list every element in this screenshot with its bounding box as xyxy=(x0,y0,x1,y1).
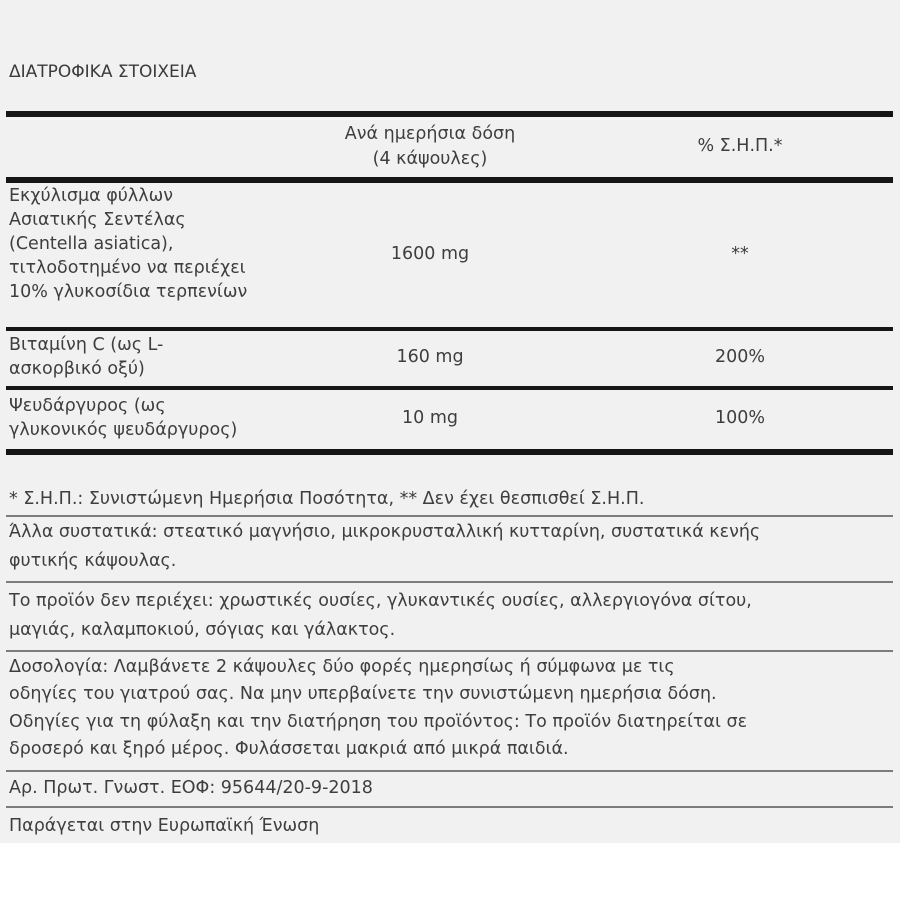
page-title: ΔΙΑΤΡΟΦΙΚΑ ΣΤΟΙΧΕΙΑ xyxy=(9,62,197,82)
nutrient-name-line: Ψευδάργυρος (ως xyxy=(9,396,166,416)
dosage-line: δροσερό και ξηρό μέρος. Φυλάσσεται μακριά από μικρά παιδιά. xyxy=(9,739,569,759)
rda-value: ** xyxy=(731,244,749,264)
section-divider xyxy=(6,515,893,517)
section-divider xyxy=(6,581,893,583)
nutrient-name-line: γλυκονικός ψευδάργυρος) xyxy=(9,420,238,440)
row-rule xyxy=(6,386,893,390)
row-rule xyxy=(6,327,893,331)
dose-header-line1: Ανά ημερήσια δόση xyxy=(344,124,516,144)
dosage-line: οδηγίες του γιατρού σας. Να μην υπερβαίνετε την συνιστώμενη ημερήσια δόση. xyxy=(9,684,717,704)
other-ingredients-line: φυτικής κάψουλας. xyxy=(9,551,177,571)
free-from-line: μαγιάς, καλαμποκιού, σόγιας και γάλακτος. xyxy=(9,620,396,640)
nutrient-name-line: τιτλοδοτημένο να περιέχει xyxy=(9,258,246,278)
rda-value: 200% xyxy=(714,347,766,367)
nutrient-name-line: (Centella asiatica), xyxy=(9,234,174,254)
dose-value: 1600 mg xyxy=(390,244,470,264)
rda-footnote: * Σ.Η.Π.: Συνιστώμενη Ημερήσια Ποσότητα, ** Δεν έχει θεσπισθεί Σ.Η.Π. xyxy=(9,489,645,509)
nutrient-name-line: 10% γλυκοσίδια τερπενίων xyxy=(9,282,248,302)
nutrient-name-line: ασκορβικό οξύ) xyxy=(9,359,145,379)
dosage-line: Οδηγίες για τη φύλαξη και την διατήρηση του προϊόντος: Το προϊόν διατηρείται σε xyxy=(9,712,748,732)
origin-text: Παράγεται στην Ευρωπαϊκή Ένωση xyxy=(9,816,320,836)
table-top-rule xyxy=(6,111,893,117)
nutrient-name-line: Εκχύλισμα φύλλων xyxy=(9,186,174,206)
dose-value: 160 mg xyxy=(396,347,464,367)
other-ingredients-line: Άλλα συστατικά: στεατικό μαγνήσιο, μικροκρυσταλλική κυτταρίνη, συστατικά κενής xyxy=(9,522,761,542)
dosage-line: Δοσολογία: Λαμβάνετε 2 κάψουλες δύο φορές ημερησίως ή σύμφωνα με τις xyxy=(9,657,675,677)
rda-header: % Σ.Η.Π.* xyxy=(697,136,783,156)
nutrient-name-line: Ασιατικής Σεντέλας xyxy=(9,210,186,230)
dose-value: 10 mg xyxy=(402,408,458,428)
section-divider xyxy=(6,770,893,772)
registration-number: Αρ. Πρωτ. Γνωστ. ΕΟΦ: 95644/20-9-2018 xyxy=(9,778,373,798)
header-rule xyxy=(6,177,893,183)
table-bottom-rule xyxy=(6,449,893,455)
section-divider xyxy=(6,806,893,808)
nutrient-name-line: Βιταμίνη C (ως L- xyxy=(9,335,164,355)
free-from-line: Το προϊόν δεν περιέχει: χρωστικές ουσίες, γλυκαντικές ουσίες, αλλεργιογόνα σίτου, xyxy=(9,591,752,611)
rda-value: 100% xyxy=(714,408,766,428)
dose-header-line2: (4 κάψουλες) xyxy=(372,149,488,169)
section-divider xyxy=(6,650,893,652)
